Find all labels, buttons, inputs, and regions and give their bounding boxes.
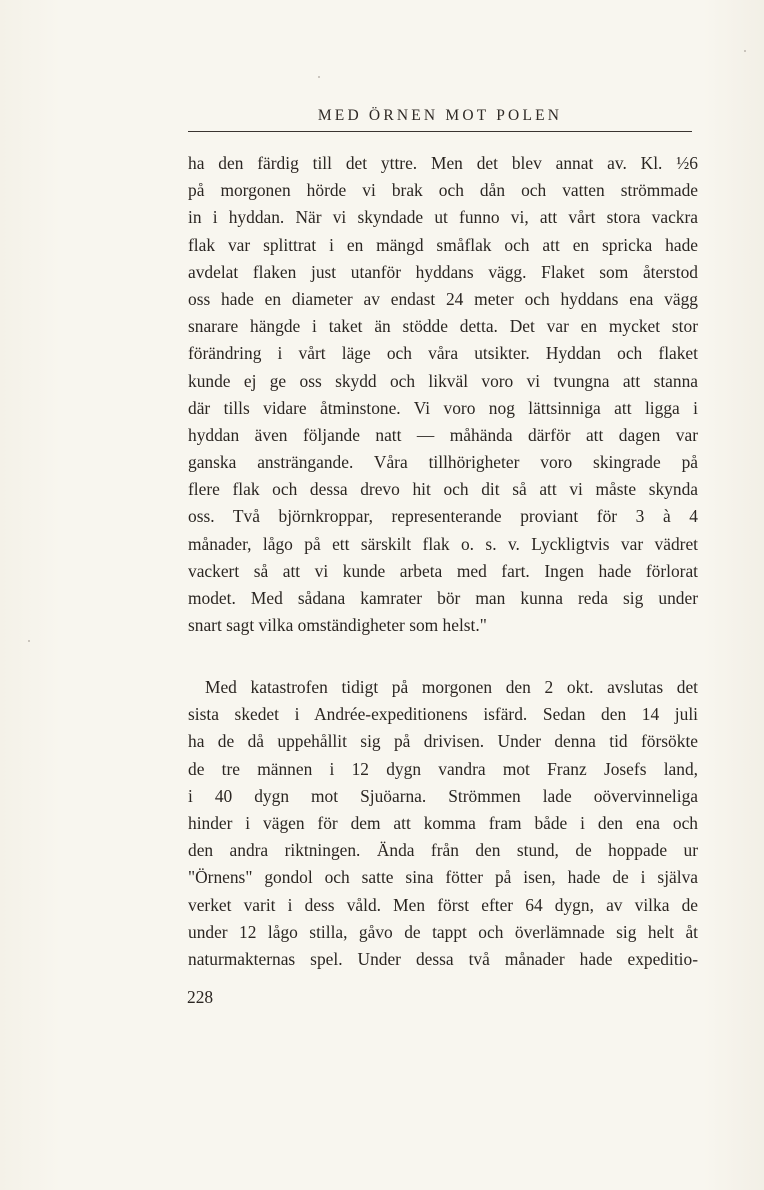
text-line: snarare hängde i taket än stödde detta. Det var en mycket stor	[188, 316, 698, 337]
text-line: oss. Två björnkroppar, representerande proviant för 3 à 4	[188, 506, 698, 527]
text-line: avdelat flaken just utanför hyddans vägg. Flaket som återstod	[188, 261, 698, 282]
paragraph-1	[188, 150, 698, 639]
text-line: ha de då uppehållit sig på drivisen. Under denna tid försökte	[188, 731, 698, 752]
header-rule	[188, 131, 692, 132]
text-line: förändring i vårt läge och våra utsikter. Hyddan och flaket	[188, 343, 698, 364]
text-line: den andra riktningen. Ända från den stund, de hoppade ur	[188, 840, 698, 861]
text-line: under 12 lågo stilla, gåvo de tappt och överlämnade sig helt åt	[188, 921, 698, 942]
paper-speck	[28, 640, 30, 642]
text-line: där tills vidare åtminstone. Vi voro nog lättsinniga att ligga i	[188, 397, 698, 418]
text-line: naturmakternas spel. Under dessa två månader hade expeditio-	[188, 948, 698, 969]
text-line: i 40 dygn mot Sjuöarna. Strömmen lade oövervinneliga	[188, 785, 698, 806]
text-line: vackert så att vi kunde arbeta med fart. Ingen hade förlorat	[188, 560, 698, 581]
paper-speck	[318, 76, 320, 78]
paper-speck	[744, 50, 746, 52]
page-number: 228	[187, 987, 214, 1007]
text-line: ganska ansträngande. Våra tillhörigheter voro skingrade på	[188, 452, 698, 473]
paragraph-2	[188, 674, 698, 973]
text-line: in i hyddan. När vi skyndade ut funno vi, att vårt stora vackra	[188, 207, 698, 228]
text-line: snart sagt vilka omständigheter som helst."	[188, 615, 487, 636]
text-line: hyddan även följande natt — måhända därför att dagen var	[188, 424, 698, 445]
text-line: modet. Med sådana kamrater bör man kunna reda sig under	[188, 588, 698, 608]
text-line: ha den färdig till det yttre. Men det blev annat av. Kl. ½6	[188, 153, 698, 173]
text-line: sista skedet i Andrée-expeditionens isfärd. Sedan den 14 juli	[188, 704, 698, 725]
text-line: Med katastrofen tidigt på morgonen den 2 okt. avslutas det	[205, 677, 698, 697]
text-line: flak var splittrat i en mängd småflak och att en spricka hade	[188, 234, 698, 255]
text-line: månader, lågo på ett särskilt flak o. s. v. Lyckligtvis var vädret	[188, 533, 698, 554]
text-line: flere flak och dessa drevo hit och dit så att vi måste skynda	[188, 479, 698, 500]
text-line: oss hade en diameter av endast 24 meter och hyddans ena vägg	[188, 288, 698, 309]
text-line: på morgonen hörde vi brak och dån och vatten strömmade	[188, 180, 698, 201]
running-head: MED ÖRNEN MOT POLEN	[317, 107, 563, 124]
text-line: verket varit i dess våld. Men först efter 64 dygn, av vilka de	[188, 894, 698, 915]
text-line: kunde ej ge oss skydd och likväl voro vi tvungna att stanna	[188, 370, 698, 391]
text-line: "Örnens" gondol och satte sina fötter på isen, hade de i själva	[188, 867, 698, 888]
text-line: hinder i vägen för dem att komma fram både i den ena och	[188, 812, 698, 833]
text-line: de tre männen i 12 dygn vandra mot Franz Josefs land,	[188, 758, 698, 779]
